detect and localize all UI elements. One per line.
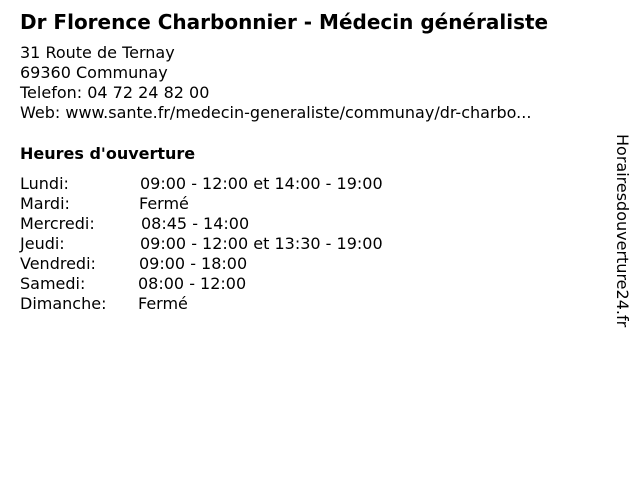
- opening-hours-heading: Heures d'ouverture: [20, 144, 196, 163]
- city-address: 69360 Communay: [20, 63, 168, 82]
- time-value: 08:45 - 14:00: [141, 214, 250, 233]
- day-label: Jeudi:: [20, 234, 65, 253]
- time-value: Fermé: [138, 294, 188, 313]
- day-label: Vendredi:: [20, 254, 96, 273]
- site-brand-vertical[interactable]: Horairesdouverture24.fr: [613, 134, 632, 328]
- street-address: 31 Route de Ternay: [20, 43, 175, 62]
- day-label: Dimanche:: [20, 294, 107, 313]
- page-title: Dr Florence Charbonnier - Médecin généraliste: [20, 10, 549, 34]
- website-link[interactable]: Web: www.sante.fr/medecin-generaliste/communay/dr-charbo...: [20, 103, 532, 122]
- day-label: Lundi:: [20, 174, 69, 193]
- time-value: 08:00 - 12:00: [138, 274, 247, 293]
- day-label: Samedi:: [20, 274, 86, 293]
- time-value: 09:00 - 12:00 et 14:00 - 19:00: [140, 174, 383, 193]
- day-label: Mardi:: [20, 194, 70, 213]
- day-label: Mercredi:: [20, 214, 95, 233]
- time-value: 09:00 - 18:00: [139, 254, 248, 273]
- time-value: Fermé: [139, 194, 189, 213]
- time-value: 09:00 - 12:00 et 13:30 - 19:00: [140, 234, 383, 253]
- address-block: [20, 43, 531, 123]
- phone-number: Telefon: 04 72 24 82 00: [20, 83, 210, 102]
